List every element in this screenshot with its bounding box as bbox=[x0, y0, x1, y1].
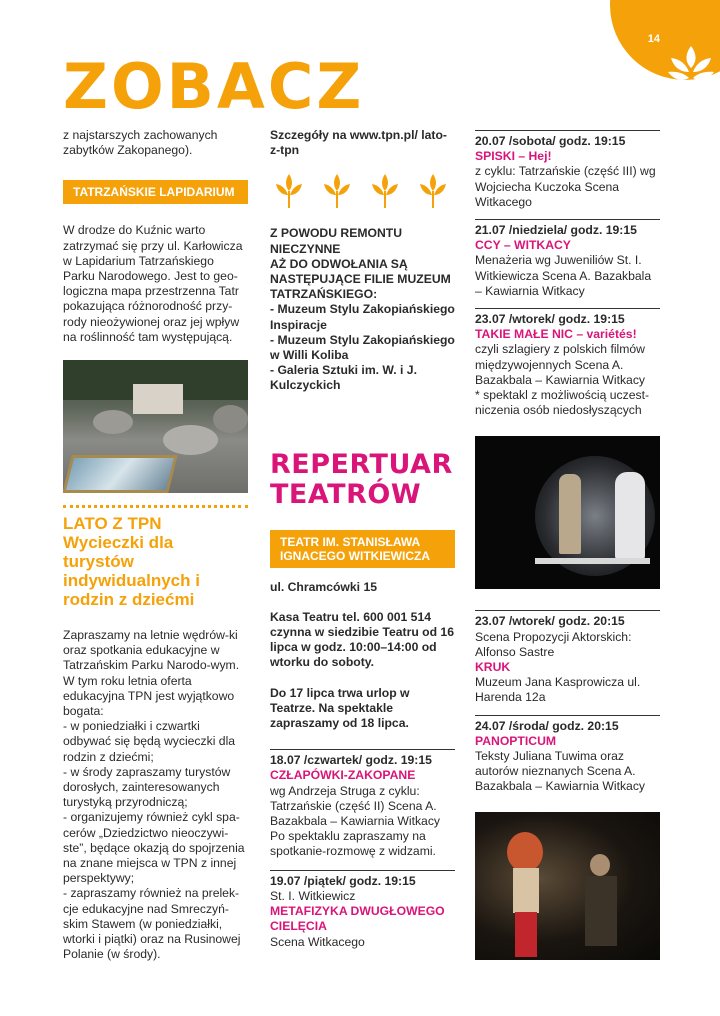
photo-actor-body bbox=[585, 876, 617, 946]
theatre-name: TEATR IM. STANISŁAWA IGNACEGO WITKIEWICZA bbox=[280, 534, 430, 563]
event-date: 18.07 /czwartek/ godz. 19:15 bbox=[270, 753, 432, 768]
photo-warm-light bbox=[475, 812, 660, 960]
event-item bbox=[475, 308, 660, 418]
lapidarium-photo bbox=[63, 360, 248, 493]
event-title: PANOPTICUM bbox=[475, 733, 557, 748]
wheat-ornament-row bbox=[270, 172, 455, 210]
photo-actress-hair bbox=[507, 832, 543, 872]
event-date: 20.07 /sobota/ godz. 19:15 bbox=[475, 134, 626, 148]
lato-subheading: Wycieczki dla turystów indywidualnych i rodzin z dziećmi bbox=[63, 533, 200, 610]
photo-rock bbox=[213, 405, 248, 433]
lapidarium-text: W drodze do Kuźnic warto zatrzymać się przy ul. Karłowicza w Lapidarium Tatrzańskiego Parku Narodowego. Jest to geo-logiczna mapa przestrzenna Tatr pokazująca różnorodność przy-rody nieożywionej oraz jej wpływ na roślinność tam występującą. bbox=[63, 223, 243, 344]
event-details: czyli szlagiery z polskich filmów międzywojennych Scena A. Bazakbala – Kawiarnia Witkacy bbox=[475, 342, 646, 387]
notice-line: AŻ DO ODWOŁANIA SĄ NASTĘPUJĄCE FILIE MUZEUM TATRZAŃSKIEGO: bbox=[270, 256, 451, 302]
event-pre: St. I. Witkiewicz bbox=[270, 888, 356, 903]
photo-actress bbox=[615, 472, 645, 560]
lato-item: - zapraszamy również na prelek-cje edukacyjne nad Smreczyń-skim Stawem (w poniedziałki, wtorki i piątki) oraz na Rusinowej Polanie (w środy). bbox=[63, 886, 241, 962]
wheat-icon bbox=[272, 172, 306, 210]
photo-actress-skirt bbox=[515, 912, 537, 957]
lato-text: Zapraszamy na letnie wędrów-ki oraz spotkania edukacyjne w Tatrzańskim Parku Narodo-wym. W tym roku letnia oferta edukacyjna TPN jest wyjątkowo bogata: bbox=[63, 628, 240, 719]
event-details: wg Andrzeja Struga z cyklu: Tatrzańskie (część II) Scena A. Bazakbala – Kawiarnia Witkacy Po spektaklu zapraszamy na spotkanie-rozmowę z widzami. bbox=[270, 783, 441, 859]
repertuar-title: REPERTUAR TEATRÓW bbox=[270, 448, 453, 510]
dotted-divider bbox=[63, 505, 248, 508]
lato-heading: LATO Z TPN bbox=[63, 514, 162, 534]
wheat-icon bbox=[416, 172, 450, 210]
event-date: 19.07 /piątek/ godz. 19:15 bbox=[270, 873, 416, 888]
wheat-icon bbox=[368, 172, 402, 210]
wheat-icon bbox=[320, 172, 354, 210]
photo-stage-lights bbox=[535, 558, 650, 564]
ticket-info: Kasa Teatru tel. 600 001 514 czynna w siedzibie Teatru od 16 lipca w godz. 10:00–14:00 od wtorku do soboty. bbox=[270, 609, 454, 670]
theatre-address: ul. Chramcówki 15 bbox=[270, 579, 378, 594]
event-item bbox=[475, 715, 660, 795]
details-link[interactable]: Szczegóły na www.tpn.pl/ lato-z-tpn bbox=[270, 128, 447, 158]
lapidarium-title: TATRZAŃSKIE LAPIDARIUM bbox=[73, 185, 235, 200]
event-details: Menażeria wg Juweniliów St. I. Witkiewicza Scena A. Bazakbala – Kawiarnia Witkacy bbox=[475, 253, 652, 298]
event-item bbox=[270, 749, 455, 859]
event-item bbox=[270, 870, 455, 950]
column-2 bbox=[270, 128, 455, 950]
photo-rock bbox=[93, 410, 133, 434]
event-title: TAKIE MAŁE NIC – variétés! bbox=[475, 327, 637, 342]
photo-map-table bbox=[63, 455, 178, 493]
event-date: 23.07 /wtorek/ godz. 20:15 bbox=[475, 614, 625, 629]
photo-actor bbox=[559, 474, 581, 554]
event-date: 21.07 /niedziela/ godz. 19:15 bbox=[475, 223, 637, 238]
event-title: KRUK bbox=[475, 660, 511, 675]
photo-actor-head bbox=[590, 854, 610, 876]
page-number: 14 bbox=[647, 33, 660, 45]
event-details: Teksty Juliana Tuwima oraz autorów nieznanych Scena A. Bazakbala – Kawiarnia Witkacy bbox=[475, 749, 646, 794]
event-item bbox=[475, 610, 660, 705]
event-details: Scena Witkacego bbox=[270, 934, 365, 949]
theatre-box bbox=[270, 530, 455, 568]
lato-section bbox=[63, 514, 248, 609]
event-details: z cyklu: Tatrzańskie (część III) wg Wojciecha Kuczoka Scena Witkacego bbox=[475, 164, 656, 209]
event-date: 23.07 /wtorek/ godz. 19:15 bbox=[475, 312, 625, 327]
lato-item: - organizujemy również cykl spa-cerów „Dziedzictwo nieoczywi-ste”, będące okazją do spojrzenia na znane miejsca w TPN z innej perspektywy; bbox=[63, 810, 245, 886]
event-title: SPISKI – Hej! bbox=[475, 149, 552, 164]
lato-item: - w poniedziałki i czwartki odbywać się będą wycieczki dla rodzin z dziećmi; bbox=[63, 719, 236, 764]
photo-rock bbox=[163, 425, 218, 455]
event-date: 24.07 /środa/ godz. 20:15 bbox=[475, 718, 619, 733]
column-1 bbox=[63, 128, 248, 963]
event-title: CZŁAPÓWKI-ZAKOPANE bbox=[270, 768, 416, 783]
notice-line: - Galeria Sztuki im. W. i J. Kulczyckich bbox=[270, 363, 417, 393]
theatre-photo-2 bbox=[475, 812, 660, 960]
museum-notice bbox=[270, 226, 455, 393]
notice-line: - Muzeum Stylu Zakopiańskiego w Willi Koliba bbox=[270, 332, 455, 363]
page-title: ZOBACZ bbox=[63, 50, 365, 123]
lato-item: - w środy zapraszamy turystów dorosłych, zainteresowanych turystyką przyrodniczą; bbox=[63, 764, 231, 810]
lapidarium-box bbox=[63, 180, 248, 204]
theatre-photo-1 bbox=[475, 436, 660, 589]
notice-line: Z POWODU REMONTU NIECZYNNE bbox=[270, 226, 403, 256]
column-3 bbox=[475, 128, 660, 960]
photo-actress-body bbox=[513, 868, 539, 913]
holiday-info: Do 17 lipca trwa urlop w Teatrze. Na spektakle zapraszamy od 18 lipca. bbox=[270, 685, 410, 731]
wheat-icon bbox=[666, 44, 716, 86]
notice-line: - Muzeum Stylu Zakopiańskiego Inspiracje bbox=[270, 302, 455, 332]
event-item bbox=[475, 130, 660, 210]
event-pre: Scena Propozycji Aktorskich: Alfonso Sastre bbox=[475, 629, 632, 659]
event-details: Muzeum Jana Kasprowicza ul. Harenda 12a bbox=[475, 675, 641, 705]
intro-text: z najstarszych zachowanych zabytków Zakopanego). bbox=[63, 128, 218, 158]
event-title: METAFIZYKA DWUGŁOWEGO CIELĘCIA bbox=[270, 904, 445, 934]
photo-building bbox=[133, 384, 183, 414]
event-title: CCY – WITKACY bbox=[475, 238, 571, 253]
event-note: * spektakl z możliwością uczest-niczenia osób niedosłyszących bbox=[475, 388, 650, 418]
event-item bbox=[475, 219, 660, 299]
